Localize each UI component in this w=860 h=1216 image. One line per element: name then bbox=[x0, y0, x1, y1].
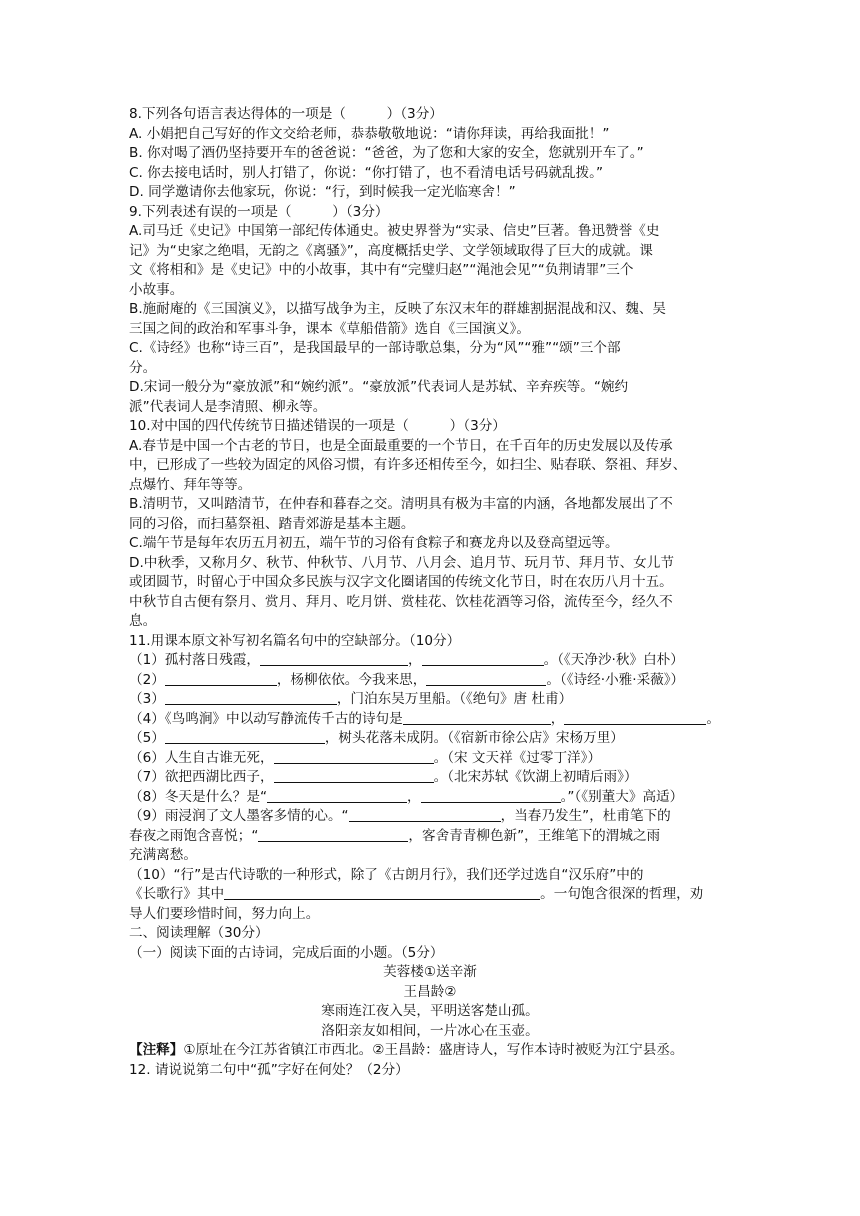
note-label: 【注释】 bbox=[129, 1042, 184, 1058]
fill-item-2 bbox=[129, 671, 731, 691]
fill-text: 春夜之雨饱含喜悦；“ bbox=[129, 827, 259, 844]
fill-item-10-end: 导人们要珍惜时间，努力向上。 bbox=[129, 905, 320, 922]
section-2-heading: 二、阅读理解（30分） bbox=[129, 925, 269, 941]
fill-text: （6）人生自古谁无死， bbox=[129, 749, 274, 766]
fill-text: 。（《诗经·小雅·采薇》） bbox=[546, 671, 685, 688]
fill-text: ，树头花落未成阴。（《宿新市徐公店》宋杨万里） bbox=[324, 730, 624, 746]
fill-text: ，杨柳依依。今我来思， bbox=[276, 671, 427, 688]
question-9-option-a: 记》为“史家之绝唱，无韵之《离骚》”，高度概括史学、文学领域取得了巨大的成就。课 bbox=[129, 242, 653, 259]
poem-author: 王昌龄② bbox=[403, 983, 457, 1000]
question-9-option-c: 分。 bbox=[129, 359, 157, 376]
question-10-option-d: D.中秋季，又称月夕、秋节、仲秋节、八月节、八月会、追月节、玩月节、拜月节、女儿节 bbox=[129, 554, 674, 571]
poem-note bbox=[129, 1041, 731, 1061]
fill-text: 。 bbox=[706, 710, 720, 727]
fill-item-9-cont bbox=[129, 827, 731, 847]
fill-blank[interactable] bbox=[421, 788, 561, 803]
fill-text: （8）冬天是什么？是“ bbox=[129, 788, 268, 805]
fill-blank[interactable] bbox=[224, 885, 540, 900]
fill-blank[interactable] bbox=[260, 651, 408, 666]
poem-title: 芙蓉楼①送辛渐 bbox=[383, 964, 477, 980]
question-10-option-a: 中，已形成了一些较为固定的风俗习惯，有许多还相传至今，如扫尘、贴春联、祭祖、拜岁、 bbox=[129, 457, 687, 473]
fill-text: （1）孤村落日残霞， bbox=[129, 652, 260, 668]
question-9-option-d: D.宋词一般分为“豪放派”和“婉约派”。“豪放派”代表词人是苏轼、辛弃疾等。“婉约 bbox=[129, 379, 629, 395]
fill-text: 《长歌行》其中 bbox=[129, 886, 225, 902]
fill-item-6 bbox=[129, 749, 731, 769]
question-10-option-c: C.端午节是每年农历五月初五，端午节的习俗有食粽子和赛龙舟以及登高望远等。 bbox=[129, 535, 619, 551]
fill-text: ， bbox=[408, 652, 422, 668]
fill-blank[interactable] bbox=[165, 671, 277, 686]
fill-blank[interactable] bbox=[422, 651, 544, 666]
question-8-stem: 8.下列各句语言表达得体的一项是（ ）（3分） bbox=[129, 106, 443, 122]
fill-item-3 bbox=[129, 690, 731, 710]
fill-item-5 bbox=[129, 729, 731, 749]
fill-item-4 bbox=[129, 710, 731, 730]
question-9-option-a: 小故事。 bbox=[129, 281, 184, 298]
fill-text: （5） bbox=[129, 730, 165, 746]
question-9-option-b: 三国之间的政治和军事斗争，课本《草船借箭》选自《三国演义》。 bbox=[129, 320, 531, 337]
fill-text: 。（宋 文天祥《过零丁洋》） bbox=[433, 749, 602, 766]
section-2-sub-1: （一）阅读下面的古诗词，完成后面的小题。（5分） bbox=[129, 944, 444, 961]
question-11-stem: 11.用课本原文补写初名篇名句中的空缺部分。（10分） bbox=[129, 632, 461, 649]
fill-text: 。（《天净沙·秋》白朴） bbox=[543, 652, 684, 668]
fill-text: 。（北宋苏轼《饮湖上初晴后雨》） bbox=[433, 769, 638, 785]
fill-blank[interactable] bbox=[426, 671, 546, 686]
fill-text: ， bbox=[407, 788, 421, 805]
question-10-option-a: 点爆竹、拜年等等。 bbox=[129, 476, 252, 493]
fill-text: 。”（《别董大》高适） bbox=[560, 788, 684, 805]
question-8-option-a: A. 小娟把自己写好的作文交给老师，恭恭敬敬地说：“请你拜读，再给我面批！” bbox=[129, 125, 610, 142]
question-9-option-d: 派”代表词人是李清照、柳永等。 bbox=[129, 398, 327, 415]
fill-text: （2） bbox=[129, 671, 165, 688]
poem-line: 寒雨连江夜入吴，平明送客楚山孤。 bbox=[321, 1003, 539, 1019]
fill-text: 。一句饱含很深的哲理，劝 bbox=[540, 886, 704, 902]
question-9-option-a: 文《将相和》是《史记》中的小故事，其中有“完璧归赵”“渑池会见”“负荆请罪”三个 bbox=[129, 262, 634, 278]
question-9-option-b: B.施耐庵的《三国演义》，以描写战争为主，反映了东汉末年的群雄割据混战和汉、魏、吴 bbox=[129, 301, 667, 317]
fill-blank[interactable] bbox=[403, 710, 551, 725]
question-10-option-d: 中秋节自古便有祭月、赏月、拜月、吃月饼、赏桂花、饮桂花酒等习俗，流传至今，经久不 bbox=[129, 593, 673, 610]
question-10-option-a: A.春节是中国一个古老的节日，也是全面最重要的一个节日，在千百年的历史发展以及传承 bbox=[129, 437, 673, 454]
fill-item-8 bbox=[129, 788, 731, 808]
fill-blank[interactable] bbox=[165, 729, 325, 744]
question-10-option-d: 息。 bbox=[129, 613, 157, 629]
fill-text: ，当春乃发生”，杜甫笔下的 bbox=[500, 808, 671, 824]
question-8-option-c: C. 你去接电话时，别人打错了，你说：“你打错了，也不看清电话号码就乱拨。” bbox=[129, 164, 604, 181]
question-8-option-d: D. 同学邀请你去他家玩，你说：“行，到时候我一定光临寒舍！” bbox=[129, 184, 516, 200]
fill-blank[interactable] bbox=[165, 690, 337, 705]
fill-text: （4）《鸟鸣涧》中以动写静流传千古的诗句是 bbox=[129, 710, 403, 727]
question-9-option-a: A.司马迁《史记》中国第一部纪传体通史。被史界誉为“实录、信史”巨著。鲁迅赞誉《史 bbox=[129, 223, 660, 239]
question-9-option-c: C.《诗经》也称“诗三百”，是我国最早的一部诗歌总集，分为“风”“雅”“颂”三个部 bbox=[129, 340, 621, 356]
fill-blank[interactable] bbox=[274, 749, 434, 764]
fill-blank[interactable] bbox=[564, 710, 706, 725]
question-10-option-b: 同的习俗，而扫墓祭祖、踏青郊游是基本主题。 bbox=[129, 515, 415, 532]
fill-text: ，门泊东吴万里船。（《绝句》唐 杜甫） bbox=[336, 691, 573, 707]
fill-item-9-end: 充满离愁。 bbox=[129, 847, 197, 863]
fill-item-9 bbox=[129, 807, 731, 827]
fill-item-7 bbox=[129, 768, 731, 788]
fill-item-10: （10）“行”是古代诗歌的一种形式，除了《古朗月行》，我们还学过选自“汉乐府”中的 bbox=[129, 866, 644, 883]
question-10-stem: 10.对中国的四代传统节日描述错误的一项是（ ）（3分） bbox=[129, 418, 506, 434]
fill-blank[interactable] bbox=[274, 768, 434, 783]
poem-line: 洛阳亲友如相间，一片冰心在玉壶。 bbox=[321, 1022, 539, 1039]
fill-text: （9）雨浸润了文人墨客多情的心。“ bbox=[129, 808, 349, 824]
fill-text: （7）欲把西湖比西子， bbox=[129, 769, 274, 785]
fill-item-1 bbox=[129, 651, 731, 671]
question-12-stem: 12. 请说说第二句中“孤”字好在何处？（2分） bbox=[129, 1061, 409, 1078]
question-10-option-d: 或团圆节，时留心于中国众多民族与汉字文化圈诸国的传统文化节日，时在农历八月十五。 bbox=[129, 574, 673, 590]
fill-blank[interactable] bbox=[258, 827, 408, 842]
exam-page bbox=[129, 105, 731, 1080]
fill-text: ，客舍青青柳色新”，王维笔下的渭城之雨 bbox=[408, 827, 661, 844]
fill-blank[interactable] bbox=[267, 788, 407, 803]
note-text: ①原址在今江苏省镇江市西北。②王昌龄：盛唐诗人，写作本诗时被贬为江宁县丞。 bbox=[183, 1042, 684, 1058]
fill-blank[interactable] bbox=[349, 807, 501, 822]
question-8-option-b: B. 你对喝了酒仍坚持要开车的爸爸说：“爸爸，为了您和大家的安全，您就别开车了。” bbox=[129, 145, 644, 161]
fill-item-10-cont bbox=[129, 885, 731, 905]
fill-text: （3） bbox=[129, 691, 165, 707]
question-10-option-b: B.清明节，又叫踏清节，在仲春和暮春之交。清明具有极为丰富的内涵，各地都发展出了不 bbox=[129, 496, 673, 512]
fill-text: ， bbox=[550, 710, 565, 727]
question-9-stem: 9.下列表述有误的一项是（ ）（3分） bbox=[129, 203, 389, 220]
